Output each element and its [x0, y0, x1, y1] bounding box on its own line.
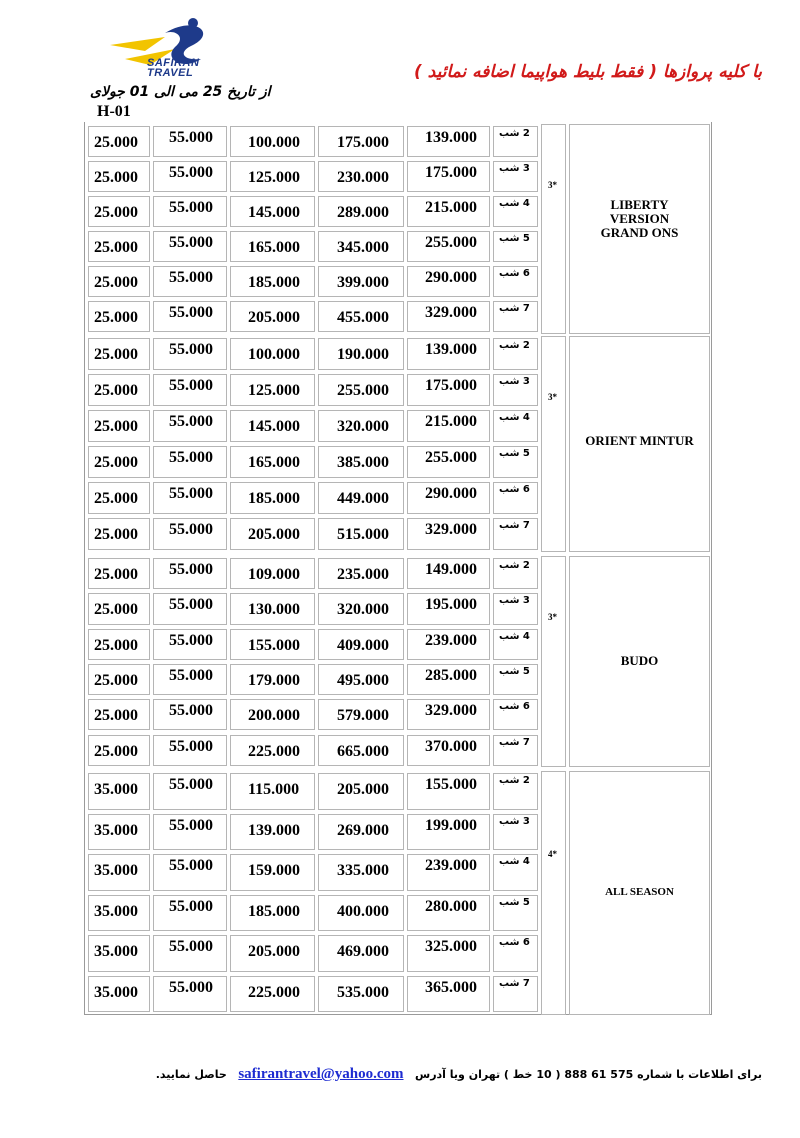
nights-label: 5 شب — [499, 233, 530, 244]
price-value: 199.000 — [425, 816, 477, 834]
price-value: 55.000 — [169, 449, 213, 466]
price-value: 269.000 — [337, 821, 389, 839]
price-value: 320.000 — [337, 601, 389, 619]
price-value: 469.000 — [337, 943, 389, 960]
price-value: 109.000 — [248, 566, 300, 583]
price-value: 35.000 — [94, 943, 138, 960]
price-value: 190.000 — [337, 346, 389, 363]
price-value: 25.000 — [94, 309, 138, 326]
price-value: 115.000 — [248, 781, 300, 798]
price-value: 55.000 — [169, 304, 213, 321]
price-value: 195.000 — [425, 596, 477, 614]
price-value: 165.000 — [248, 454, 300, 471]
price-value: 55.000 — [169, 857, 213, 874]
logo-text-travel: TRAVEL — [147, 67, 194, 79]
price-value: 55.000 — [169, 485, 213, 502]
price-value: 35.000 — [94, 821, 138, 839]
price-value: 185.000 — [248, 274, 300, 291]
price-value: 35.000 — [94, 902, 138, 920]
price-value: 25.000 — [94, 566, 138, 583]
price-value: 25.000 — [94, 671, 138, 689]
price-value: 290.000 — [425, 485, 477, 502]
price-value: 55.000 — [169, 377, 213, 394]
price-value: 139.000 — [425, 129, 477, 146]
nights-label: 6 شب — [499, 484, 530, 495]
price-value: 55.000 — [169, 341, 213, 358]
price-value: 55.000 — [169, 199, 213, 216]
price-value: 345.000 — [337, 239, 389, 256]
price-value: 255.000 — [337, 382, 389, 399]
price-value: 455.000 — [337, 309, 389, 326]
stars-cell — [541, 771, 566, 1015]
price-value: 255.000 — [425, 449, 477, 466]
price-value: 665.000 — [337, 742, 389, 760]
price-value: 55.000 — [169, 938, 213, 955]
price-value: 25.000 — [94, 742, 138, 760]
hotel-name: BUDO — [620, 653, 659, 668]
price-value: 320.000 — [337, 418, 389, 435]
price-value: 25.000 — [94, 382, 138, 399]
nights-label: 7 شب — [499, 736, 530, 748]
price-value: 515.000 — [337, 526, 389, 543]
price-value: 535.000 — [337, 983, 389, 1001]
price-value: 185.000 — [248, 902, 300, 920]
price-value: 400.000 — [337, 902, 389, 920]
price-value: 145.000 — [248, 204, 300, 221]
price-value: 159.000 — [248, 862, 300, 879]
price-value: 205.000 — [248, 309, 300, 326]
nights-label: 7 شب — [499, 303, 530, 314]
price-value: 25.000 — [94, 454, 138, 471]
price-value: 175.000 — [425, 377, 477, 394]
nights-label: 3 شب — [499, 595, 530, 607]
price-value: 25.000 — [94, 169, 138, 186]
nights-label: 7 شب — [499, 520, 530, 531]
nights-label: 4 شب — [499, 856, 530, 867]
hotel-name: ALL SEASON — [605, 886, 674, 898]
nights-label: 6 شب — [499, 701, 530, 713]
price-value: 329.000 — [425, 521, 477, 538]
footer-text-after: حاصل نمایید. — [155, 1068, 227, 1081]
footer-text-before: برای اطلاعات با شماره 575 61 888 ( 10 خط ) تهران ویا آدرس — [415, 1068, 762, 1081]
price-value: 139.000 — [248, 821, 300, 839]
stars-cell — [541, 336, 566, 552]
price-value: 35.000 — [94, 781, 138, 798]
price-value: 175.000 — [337, 134, 389, 151]
price-value: 25.000 — [94, 490, 138, 507]
nights-label: 2 شب — [499, 775, 530, 786]
price-value: 280.000 — [425, 897, 477, 915]
price-value: 25.000 — [94, 204, 138, 221]
price-value: 55.000 — [169, 234, 213, 251]
price-value: 25.000 — [94, 526, 138, 543]
price-value: 205.000 — [337, 781, 389, 798]
price-value: 25.000 — [94, 239, 138, 256]
nights-label: 4 شب — [499, 198, 530, 209]
page-code: H-01 — [97, 103, 131, 120]
price-value: 230.000 — [337, 169, 389, 186]
nights-label: 7 شب — [499, 977, 530, 989]
nights-label: 5 شب — [499, 665, 530, 677]
price-value: 329.000 — [425, 702, 477, 720]
price-value: 179.000 — [248, 671, 300, 689]
price-value: 25.000 — [94, 601, 138, 619]
price-value: 100.000 — [248, 134, 300, 151]
price-value: 55.000 — [169, 521, 213, 538]
price-value: 329.000 — [425, 304, 477, 321]
price-value: 55.000 — [169, 816, 213, 834]
price-value: 235.000 — [337, 566, 389, 583]
nights-label: 2 شب — [499, 340, 530, 351]
date-range: از تاریخ 25 می الی 01 جولای — [90, 84, 271, 100]
footer-email-link[interactable]: safirantravel@yahoo.com — [238, 1066, 404, 1082]
price-value: 200.000 — [248, 707, 300, 725]
price-value: 255.000 — [425, 234, 477, 251]
price-value: 145.000 — [248, 418, 300, 435]
nights-label: 6 شب — [499, 268, 530, 279]
price-value: 55.000 — [169, 737, 213, 755]
hotel-name: ORIENT MINTUR — [585, 433, 694, 448]
nights-label: 2 شب — [499, 560, 530, 571]
nights-label: 4 شب — [499, 630, 530, 642]
price-value: 55.000 — [169, 978, 213, 996]
price-value: 25.000 — [94, 418, 138, 435]
price-value: 155.000 — [425, 776, 477, 793]
price-value: 385.000 — [337, 454, 389, 471]
price-value: 205.000 — [248, 943, 300, 960]
nights-label: 6 شب — [499, 937, 530, 948]
price-value: 370.000 — [425, 737, 477, 755]
price-value: 55.000 — [169, 702, 213, 720]
price-value: 579.000 — [337, 707, 389, 725]
price-value: 130.000 — [248, 601, 300, 619]
price-value: 25.000 — [94, 274, 138, 291]
hotel-name: LIBERTY VERSION GRAND ONS — [600, 197, 679, 240]
price-value: 25.000 — [94, 134, 138, 151]
price-value: 399.000 — [337, 274, 389, 291]
price-value: 25.000 — [94, 636, 138, 654]
price-value: 55.000 — [169, 561, 213, 578]
price-value: 239.000 — [425, 631, 477, 649]
price-value: 35.000 — [94, 983, 138, 1001]
price-value: 55.000 — [169, 129, 213, 146]
price-value: 215.000 — [425, 413, 477, 430]
nights-label: 3 شب — [499, 815, 530, 827]
price-value: 290.000 — [425, 269, 477, 286]
price-value: 289.000 — [337, 204, 389, 221]
price-value: 365.000 — [425, 978, 477, 996]
price-value: 125.000 — [248, 382, 300, 399]
price-value: 225.000 — [248, 983, 300, 1001]
price-value: 55.000 — [169, 776, 213, 793]
price-value: 125.000 — [248, 169, 300, 186]
nights-label: 5 شب — [499, 448, 530, 459]
nights-label: 3 شب — [499, 163, 530, 174]
price-value: 139.000 — [425, 341, 477, 358]
price-value: 409.000 — [337, 636, 389, 654]
nights-label: 4 شب — [499, 412, 530, 423]
price-value: 55.000 — [169, 269, 213, 286]
price-value: 55.000 — [169, 413, 213, 430]
price-value: 35.000 — [94, 862, 138, 879]
price-value: 175.000 — [425, 164, 477, 181]
price-value: 55.000 — [169, 164, 213, 181]
price-value: 155.000 — [248, 636, 300, 654]
stars-cell — [541, 556, 566, 767]
price-value: 449.000 — [337, 490, 389, 507]
price-value: 185.000 — [248, 490, 300, 507]
price-value: 149.000 — [425, 561, 477, 578]
price-value: 100.000 — [248, 346, 300, 363]
price-value: 225.000 — [248, 742, 300, 760]
stars-label: 4* — [548, 849, 557, 859]
price-value: 285.000 — [425, 666, 477, 684]
price-value: 55.000 — [169, 631, 213, 649]
price-value: 25.000 — [94, 346, 138, 363]
nights-label: 5 شب — [499, 896, 530, 908]
price-value: 165.000 — [248, 239, 300, 256]
price-value: 205.000 — [248, 526, 300, 543]
price-value: 55.000 — [169, 666, 213, 684]
price-value: 25.000 — [94, 707, 138, 725]
logo-text-safiran: SAFIRAN — [147, 57, 200, 69]
price-value: 335.000 — [337, 862, 389, 879]
price-value: 239.000 — [425, 857, 477, 874]
price-value: 55.000 — [169, 897, 213, 915]
stars-cell — [541, 124, 566, 334]
stars-label: 3* — [548, 180, 557, 190]
price-value: 495.000 — [337, 671, 389, 689]
price-value: 215.000 — [425, 199, 477, 216]
price-value: 55.000 — [169, 596, 213, 614]
footer-contact — [156, 1066, 762, 1083]
stars-label: 3* — [548, 612, 557, 622]
nights-label: 2 شب — [499, 128, 530, 139]
price-value: 325.000 — [425, 938, 477, 955]
header-note: با کلیه پروازها ( فقط بلیط هواپیما اضافه نمائید ) — [413, 62, 762, 82]
stars-label: 3* — [548, 392, 557, 402]
nights-label: 3 شب — [499, 376, 530, 387]
